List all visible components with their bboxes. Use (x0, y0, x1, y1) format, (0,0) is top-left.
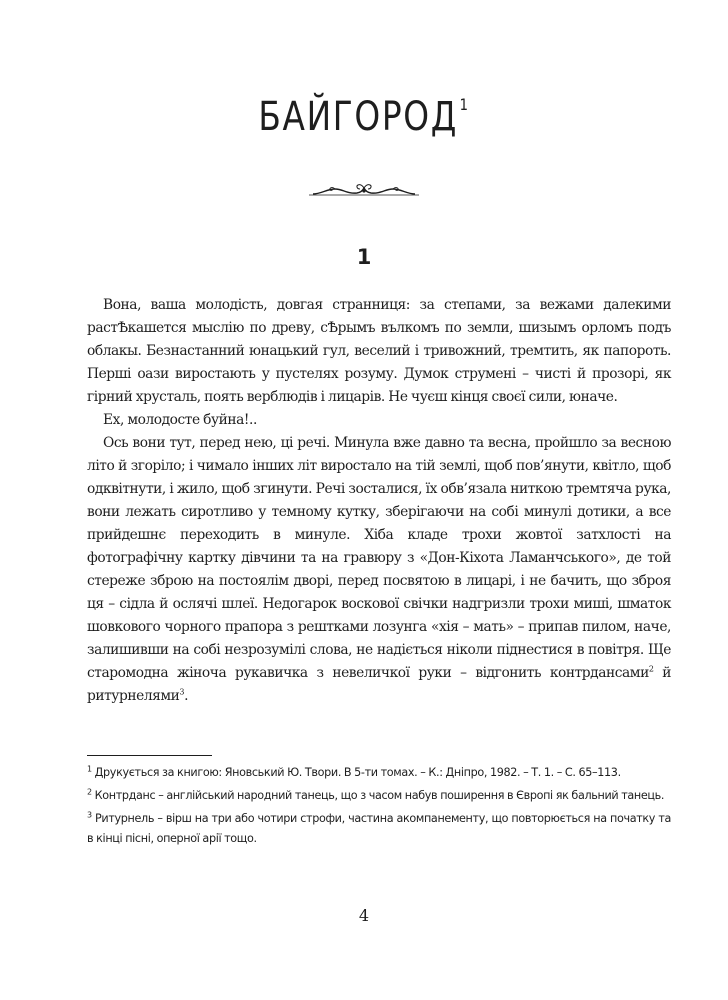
footnote-item (87, 809, 671, 849)
footnote-number: 2 (87, 787, 92, 797)
footnotes (87, 763, 671, 852)
paragraph: Ех, молодосте буйна!.. (103, 412, 257, 428)
footnote-text: Друкується за книгою: Яновський Ю. Твори. В 5-ти томах. – К.: Дніпро, 1982. – Т. 1. – С. 65–113. (91, 766, 621, 779)
footnote-text: Ритурнель – вірш на три або чотири строфи, частина акомпанементу, що повторюється на початку та в кінці пісні, оперної арії тощо. (87, 812, 671, 845)
paragraph-text: й ритурнелями (87, 665, 671, 704)
paragraph (87, 432, 671, 708)
paragraph-text: Ось вони тут, перед нею, ці речі. Минула вже давно та весна, пройшло за весною літо й згоріло; і чимало інших літ виростало на тій землі, щоб пов’янути, квітло, щоб одквітнути, і жило, щоб згинути. Речі зосталися, їх обв’язала ниткою тремтяча рука, вони лежать сиротливо у темному кутку, зберігаючи на собі минулі дотики, а все прийдешнє переходить в минуле. Хіба кладе трохи жовтої затхлості на фотографічну картку дівчини та на гравюру з «Дон-Кіхота Ламанчського», де той стереже зброю на постоялім дворі, перед посвятою в лицарі, і не бачить, що зброя ця – сідла й ослячі шлеї. Недогарок воскової свічки надгризли трохи миші, шматок шовкового чорного прапора з рештками лозунга «хія – мать» – припав пилом, наче, залишивши на собі незрозумілі слова, не надіється ніколи піднестися в повітря. Ще старомодна жіноча рукавичка з невеличкої руки – відгонить контрдансами (87, 435, 671, 681)
decorative-divider-icon (307, 180, 421, 200)
footnote-ref-2[interactable]: 2 (648, 664, 654, 674)
page-title (66, 94, 663, 140)
footnote-number: 1 (87, 764, 92, 774)
paragraph: Вона, ваша молодість, довгая странниця: за степами, за вежами далекими растѢкашется мыслію по древу, сѢрымъ вълкомъ по земли, шизымъ орломъ подъ облакы. Безнастанний юнацький гул, веселий і тривожний, тремтить, як папороть. Перші оази виростають у пустелях розуму. Думок струмені – чисті й прозорі, як гірний хрусталь, поять верблюдів і лицарів. Не чуєш кінця своєї сили, юначе. (87, 297, 671, 405)
title-text: БАЙГОРОД (258, 94, 459, 140)
footnote-item (87, 786, 671, 806)
footnote-item (87, 763, 671, 783)
paragraph-text: . (184, 688, 188, 704)
footnote-number: 3 (87, 810, 92, 820)
title-footnote-ref[interactable]: 1 (459, 95, 470, 114)
page-number: 4 (358, 906, 370, 925)
body-text (87, 294, 671, 708)
footnote-divider (87, 755, 212, 756)
footnote-ref-3[interactable]: 3 (179, 687, 185, 697)
footnote-text: Контрданс – англійський народний танець, що з часом набув поширення в Європі як бальний танець. (91, 789, 665, 802)
chapter-number: 1 (356, 245, 372, 269)
